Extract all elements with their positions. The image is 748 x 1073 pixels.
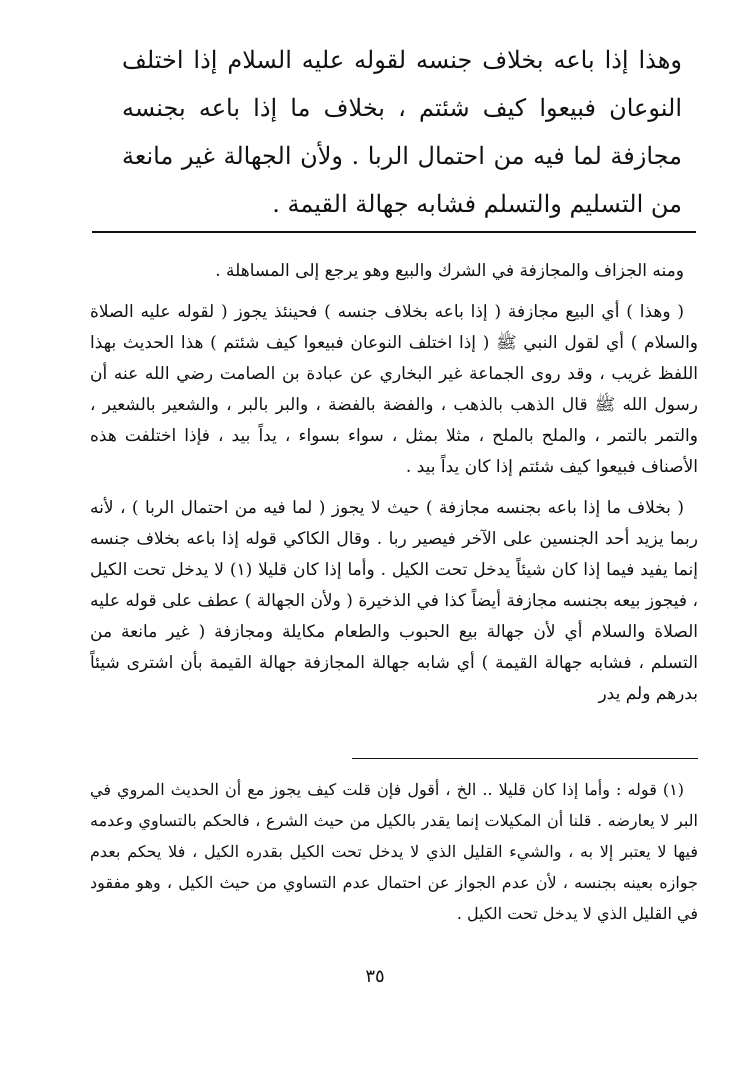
main-text: وهذا إذا باعه بخلاف جنسه لقوله عليه السلام إذا اختلف النوعان فبيعوا كيف شئتم ، بخلاف ما إذا باعه بجنسه مجازفة لما فيه من احتمال الربا . ولأن الجهالة غير مانعة من التسليم والتسلم فشابه جهالة القيمة . (122, 46, 682, 218)
page-number: ٣٥ (365, 966, 385, 987)
commentary-paragraph: ( بخلاف ما إذا باعه بجنسه مجازفة ) حيث لا يجوز ( لما فيه من احتمال الربا ) ، لأنه ربما يزيد أحد الجنسين على الآخر فيصير ربا . وقال الكاكي قوله إذا باعه بخلاف جنسه إنما يفيد فيما إذا كان شيئاً يدخل تحت الكيل . وأما إذا كان قليلا (١) لا يدخل تحت الكيل ، فيجوز بيعه بجنسه مجازفة أيضاً كذا في الذخيرة ( ولأن الجهالة ) عطف على قوله عليه الصلاة والسلام أي لأن جهالة بيع الحبوب والطعام مكايلة ومجازفة ( غير مانعة من التسلم ، فشابه جهالة القيمة ) أي شابه جهالة المجازفة جهالة القيمة بأن اشترى شيئاً بدرهم ولم يدر (90, 498, 698, 704)
main-text-divider (92, 231, 696, 233)
commentary-block (90, 256, 698, 720)
footnote-divider (352, 758, 698, 759)
commentary-paragraph: ( وهذا ) أي البيع مجازفة ( إذا باعه بخلاف جنسه ) فحينئذ يجوز ( لقوله عليه الصلاة والسلام ) أي لقول النبي ﷺ ( إذا اختلف النوعان فبيعوا كيف شئتم ) هذا الحديث بهذا اللفظ غريب ، وقد روى الجماعة غير البخاري عن عبادة بن الصامت رضي الله عنه أن رسول الله ﷺ قال الذهب بالذهب ، والفضة بالفضة ، والبر بالبر ، والشعير بالشعير ، والتمر بالتمر ، والملح بالملح ، مثلا بمثل ، سواء بسواء ، يداً بيد ، فإذا اختلفت هذه الأصناف فبيعوا كيف شئتم إذا كان يداً بيد . (90, 302, 698, 477)
commentary-paragraph: ومنه الجزاف والمجازفة في الشرك والبيع وهو يرجع إلى المساهلة . (215, 261, 684, 281)
footnote-text: (١) قوله : وأما إذا كان قليلا .. الخ ، أقول فإن قلت كيف يجوز مع أن الحديث المروي في البر لا يعارضه . قلنا أن المكيلات إنما يقدر بالكيل من حيث الشرع ، فالحكم بالتساوي وعدمه فيها لا يعتبر إلا به ، والشيء القليل الذي لا يدخل تحت الكيل بقدره الكيل ، فلا يحكم بعدم جوازه بعينه بجنسه ، لأن عدم الجواز عن احتمال عدم التساوي من حيث الكيل ، وهو مفقود في القليل الذي لا يدخل تحت الكيل . (90, 780, 698, 923)
main-text-block (122, 36, 682, 228)
footnote-block (90, 774, 698, 929)
